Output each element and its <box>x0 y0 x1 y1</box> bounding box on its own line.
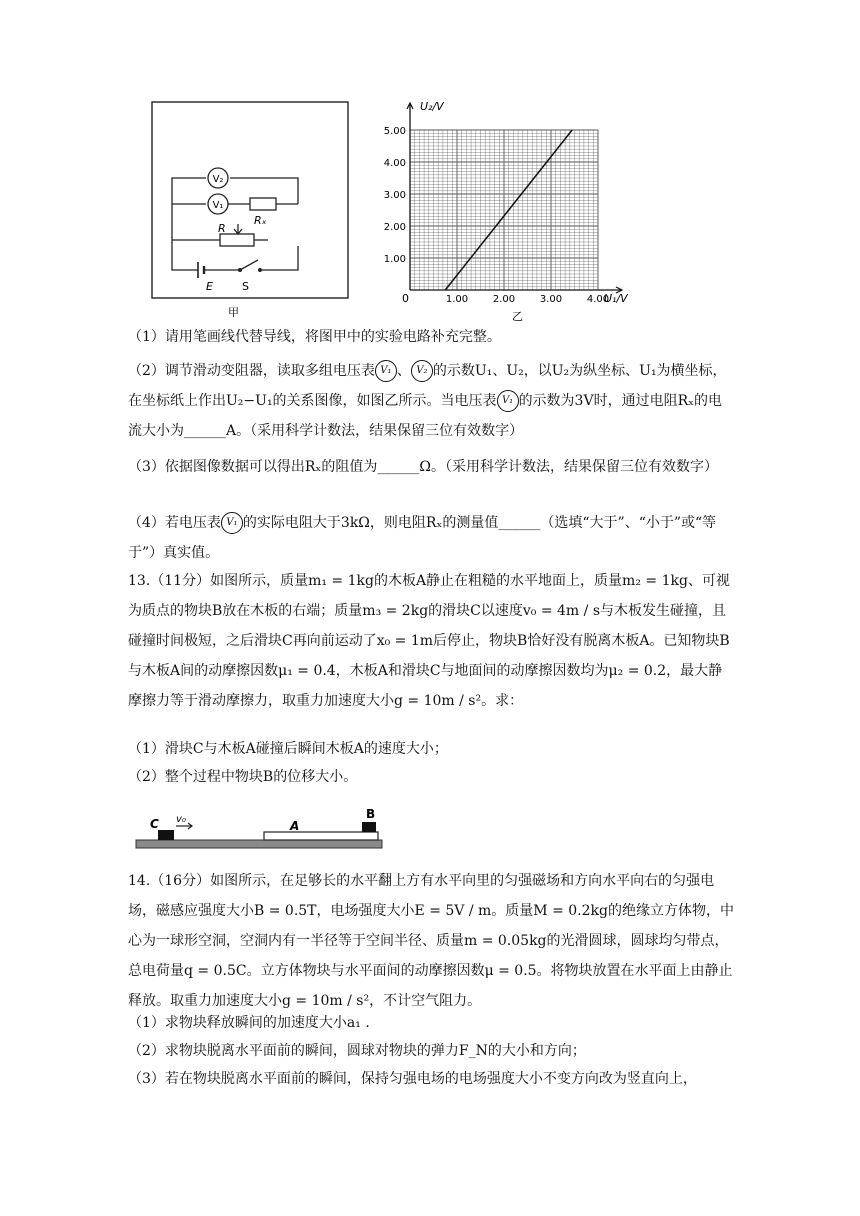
svg-text:V₂: V₂ <box>212 174 224 185</box>
svg-text:V₁: V₁ <box>212 200 224 211</box>
svg-text:v₀: v₀ <box>176 814 186 825</box>
voltmeter-v1-icon: V₁ <box>497 390 519 412</box>
voltmeter-v1-icon: V₁ <box>375 360 397 382</box>
y-tick-label: 3.00 <box>383 190 406 201</box>
q12-part4: （4）若电压表 V₁ 的实际电阻大于3kΩ，则电阻Rₓ的测量值______（选填“大于”、“小于”或“等于”）真实值。 <box>128 508 734 568</box>
x-tick-label: 4.00 <box>586 294 610 305</box>
svg-text:S: S <box>242 280 249 293</box>
q14-stem: 14.（16分）如图所示，在足够长的水平翻上方有水平向里的匀强磁场和方向水平向右的匀强电场，磁感应强度大小B = 0.5T，电场强度大小E = 5V / m。质量M = 0.2kg的绝缘立方体物，中心为一球形空洞，空洞内有一半径等于空间半径、质量m = 0.05kg的光滑圆球，圆球均匀带点，总电荷量q = 0.5C。立方体物块与水平面间的动摩擦因数μ = 0.5。将物块放置在水平面上由静止释放。取重力加速度大小g = 10m / s²，不计空气阻力。 <box>128 873 734 1009</box>
svg-text:A: A <box>290 819 300 833</box>
graph-ticks <box>384 126 609 305</box>
rheostat-icon <box>220 234 254 246</box>
q14-question2: （2）求物块脱离水平面前的瞬间，圆球对物块的弹力F_N的大小和方向； <box>128 1043 586 1059</box>
u2-u1-graph <box>372 96 642 324</box>
q13-stem: 13.（11分）如图所示，质量m₁ = 1kg的木板A静止在粗糙的水平地面上，质量m₂ = 1kg、可视为质点的物块B放在木板的右端；质量m₃ = 2kg的滑块C以速度v₀ = 4m / s与木板发生碰撞，且碰撞时间极短，之后滑块C再向前运动了x₀ = 1m后停止，物块B恰好没有脱离木板A。已知物块B与木板A间的动摩擦因数μ₁ = 0.4，木板A和滑块C与地面间的动摩擦因数均为μ₂ = 0.2，最大静摩擦力等于滑动摩擦力，取重力加速度大小g = 10m / s²。求： <box>128 573 730 709</box>
voltmeter-v1-icon: V₁ <box>221 512 243 534</box>
q14-question1: （1）求物块释放瞬间的加速度大小a₁ . <box>128 1015 370 1031</box>
y-tick-label: 4.00 <box>383 158 406 169</box>
q12-part2: （2）调节滑动变阻器，读取多组电压表 V₁ 、 V₂ 的示数U₁、U₂，以U₂为纵坐标、U₁为横坐标，在坐标纸上作出U₂−U₁的关系图像，如图乙所示。当电压表 V₁ 的示数为3V时，通过电阻Rₓ的电流大小为______A。（采用科学计数法，结果保留三位有效数字） <box>128 356 734 446</box>
figure-caption-yi: 乙 <box>512 310 523 323</box>
q12-part1: （1）请用笔画线代替导线，将图甲中的实验电路补充完整。 <box>128 329 501 345</box>
q13-question2: （2）整个过程中物块B的位移大小。 <box>128 769 358 785</box>
svg-text:C: C <box>150 817 159 831</box>
figure-caption-jia: 甲 <box>228 306 239 319</box>
x-tick-label: 1.00 <box>445 294 469 305</box>
y-axis-label: U₂/V <box>420 100 444 113</box>
svg-text:Rₓ: Rₓ <box>254 214 267 227</box>
block-c-icon <box>158 830 174 840</box>
y-tick-label: 2.00 <box>383 222 406 233</box>
origin-label: 0 <box>402 292 409 305</box>
circuit-figure <box>128 98 374 322</box>
ground-icon <box>136 840 382 848</box>
q12-part3: （3）依据图像数据可以得出Rₓ的阻值为______Ω。（采用科学计数法，结果保留三位有效数字） <box>128 459 718 475</box>
block-b-icon <box>362 822 376 832</box>
svg-text:R: R <box>218 222 226 235</box>
q14-question3: （3）若在物块脱离水平面前的瞬间，保持匀强电场的电场强度大小不变方向改为竖直向上， <box>128 1071 697 1087</box>
x-tick-label: 3.00 <box>539 294 563 305</box>
q13-question1: （1）滑块C与木板A碰撞后瞬间木板A的速度大小； <box>128 741 448 757</box>
resistor-rx-icon <box>250 198 276 210</box>
voltmeter-v2-icon: V₂ <box>411 360 433 382</box>
y-tick-label: 1.00 <box>383 254 406 265</box>
svg-text:E: E <box>206 280 213 293</box>
board-a-icon <box>264 832 378 840</box>
graph-grid <box>410 130 598 290</box>
svg-text:B: B <box>366 807 376 821</box>
switch-icon <box>240 260 258 270</box>
y-tick-label: 5.00 <box>383 126 406 137</box>
x-tick-label: 2.00 <box>492 294 516 305</box>
blocks-figure <box>128 790 388 860</box>
x-axis-label: U₁/V <box>604 292 628 305</box>
